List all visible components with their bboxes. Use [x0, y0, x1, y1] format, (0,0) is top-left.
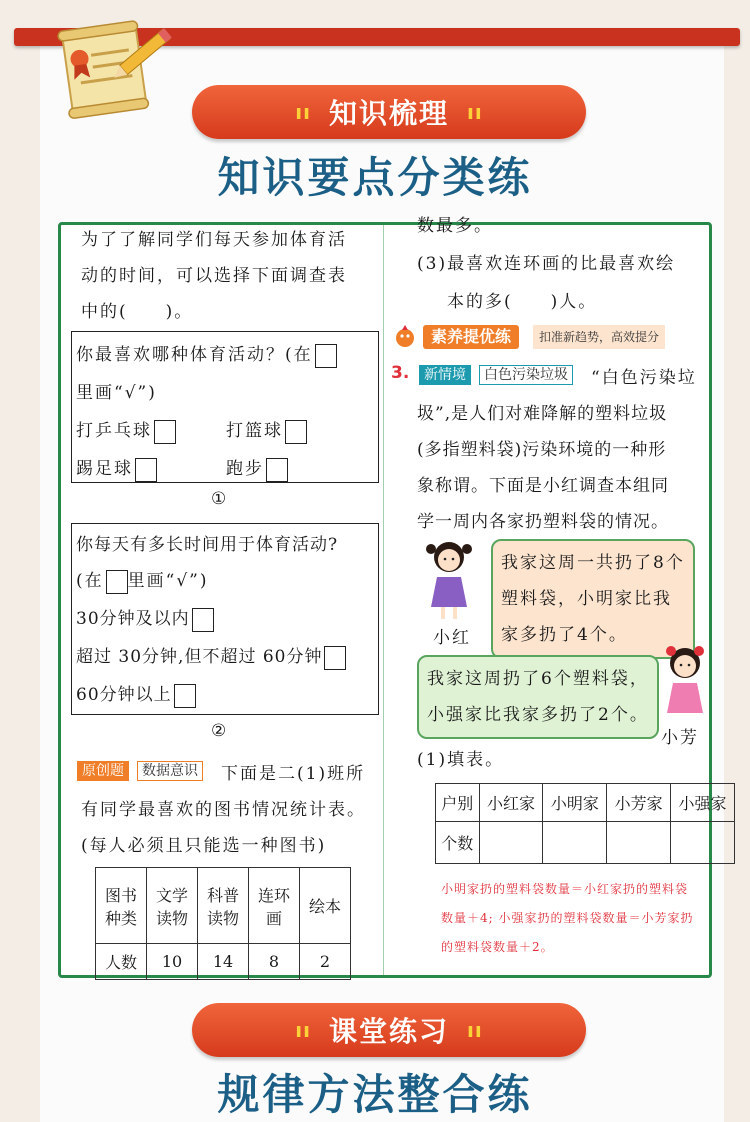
speech-bubble-xiaofang [417, 655, 659, 739]
header-science: 科普 读物 [198, 868, 249, 944]
banner2-decoration-right: ıı [467, 1018, 483, 1042]
tag-new-scenario: 新情境 [419, 365, 471, 385]
q3-text-3: (多指塑料袋)污染环境的一种形 [417, 440, 667, 460]
girl-xiaofang-illustration [657, 643, 709, 723]
speech-bubble-xiaohong [491, 539, 695, 659]
plastic-bag-table [435, 783, 735, 864]
cell-literature: 10 [147, 944, 198, 980]
q3-text-1: “白色污染垃 [591, 368, 697, 388]
input-xiaoqiang-count[interactable] [671, 822, 735, 864]
badge-tagline: 扣准新趋势，高效提分 [533, 325, 665, 349]
section-subtitle-2: 规律方法整合练 [217, 1070, 533, 1119]
q3-text-2: 圾”,是人们对难降解的塑料垃圾 [417, 404, 668, 424]
intro-line-3: 中的( )。 [81, 302, 194, 322]
row-label-count: 人数 [96, 944, 147, 980]
header-literature: 文学 读物 [147, 868, 198, 944]
hint-line-2: 数量＋4; 小强家扔的塑料袋数量＝小芳家扔 [441, 911, 694, 925]
content-frame [58, 216, 727, 978]
tag-white-pollution: 白色污染垃圾 [479, 365, 573, 385]
bubble1-line-3: 家多扔了4个。 [501, 625, 628, 645]
cell-comics: 8 [249, 944, 300, 980]
survey-form-2 [71, 523, 379, 715]
banner2-decoration-left: ıı [295, 1018, 311, 1042]
banner2-title: 课堂练习 [328, 1015, 449, 1048]
survey2-question-2b: 里画“√”) [127, 571, 209, 591]
tag-data-awareness: 数据意识 [137, 761, 203, 781]
option-pingpong: 打乒乓球 [76, 421, 152, 441]
badge-literacy-practice: 素养提优练 [423, 325, 519, 349]
bubble2-line-2: 小强家比我家多扔了2个。 [427, 705, 649, 725]
checkbox-football[interactable] [135, 458, 157, 482]
option-30min: 30分钟及以内 [76, 609, 190, 629]
checkbox-pingpong[interactable] [154, 420, 176, 444]
q3-text-5: 学一周内各家扔塑料袋的情况。 [417, 512, 669, 532]
hint-box [441, 875, 694, 962]
bubble1-line-2: 塑料袋，小明家比我 [501, 589, 672, 609]
q2-text-1: 下面是二(1)班所 [221, 764, 366, 784]
mascot-icon [391, 323, 419, 351]
intro-line-1: 为了了解同学们每天参加体育活 [81, 230, 347, 250]
intro-line-2: 动的时间，可以选择下面调查表 [81, 266, 347, 286]
q3-line-1: (3)最喜欢连环画的比最喜欢绘 [417, 254, 676, 274]
survey2-label: ② [211, 721, 229, 741]
section-banner-knowledge [192, 85, 586, 139]
q3-text-4: 象称谓。下面是小红调查本组同 [417, 476, 669, 496]
hint-line-1: 小明家扔的塑料袋数量＝小红家扔的塑料袋 [441, 882, 689, 896]
survey1-label: ① [211, 489, 229, 509]
survey-form-1 [71, 331, 379, 483]
bubble2-line-1: 我家这周扔了6个塑料袋， [427, 669, 649, 689]
question-number: 3. [391, 363, 410, 383]
row-label-bag-count: 个数 [436, 822, 480, 864]
header-picture-book: 绘本 [300, 868, 351, 944]
scroll-certificate-icon [55, 12, 175, 122]
checkbox-30-60min[interactable] [324, 646, 346, 670]
column-divider [383, 225, 384, 975]
checkbox-basketball[interactable] [285, 420, 307, 444]
header-household: 户别 [436, 784, 480, 822]
input-xiaofang-count[interactable] [607, 822, 671, 864]
option-basketball: 打篮球 [226, 421, 283, 441]
header-xiaohong: 小红家 [479, 784, 543, 822]
banner-decoration-right: ıı [467, 100, 483, 124]
checkbox-running[interactable] [266, 458, 288, 482]
survey2-question-2a: (在 [76, 571, 104, 591]
input-xiaoming-count[interactable] [543, 822, 607, 864]
header-xiaoming: 小明家 [543, 784, 607, 822]
input-xiaohong-count[interactable] [479, 822, 543, 864]
book-stats-table [95, 867, 351, 980]
option-60min-plus: 60分钟以上 [76, 685, 172, 705]
option-football: 踢足球 [76, 459, 133, 479]
header-book-type: 图书 种类 [96, 868, 147, 944]
survey1-question-2: 里画“√”) [76, 383, 157, 403]
sub-q1-label: (1)填表。 [417, 750, 505, 770]
cut-line-top: 数最多。 [417, 216, 493, 236]
checkbox-60min-plus[interactable] [174, 684, 196, 708]
survey2-question: 你每天有多长时间用于体育活动? [76, 535, 339, 555]
section-subtitle: 知识要点分类练 [217, 153, 533, 202]
girl-xiaohong-illustration [419, 537, 479, 621]
bubble1-line-1: 我家这周一共扔了8个 [501, 553, 685, 573]
checkbox-sample [315, 344, 337, 368]
header-xiaofang: 小芳家 [607, 784, 671, 822]
option-running: 跑步 [226, 459, 264, 479]
hint-line-3: 的塑料袋数量＋2。 [441, 940, 554, 954]
banner-title: 知识梳理 [328, 97, 449, 130]
checkbox-sample-2 [106, 570, 128, 594]
section-banner-classroom [192, 1003, 586, 1057]
q2-text-3: (每人必须且只能选一种图书) [81, 836, 327, 856]
header-comics: 连环 画 [249, 868, 300, 944]
girl-xiaofang-name: 小芳 [661, 728, 699, 748]
q3-line-2: 本的多( )人。 [447, 292, 598, 312]
survey1-question: 你最喜欢哪种体育活动？(在 [76, 345, 313, 365]
banner-decoration-left: ıı [295, 100, 311, 124]
checkbox-30min[interactable] [192, 608, 214, 632]
cell-science: 14 [198, 944, 249, 980]
tag-original-question: 原创题 [77, 761, 129, 781]
girl-xiaohong-name: 小红 [433, 628, 471, 648]
header-xiaoqiang: 小强家 [671, 784, 735, 822]
option-30-60min: 超过 30分钟,但不超过 60分钟 [76, 647, 323, 667]
cell-picture-book: 2 [300, 944, 351, 980]
q2-text-2: 有同学最喜欢的图书情况统计表。 [81, 800, 366, 820]
